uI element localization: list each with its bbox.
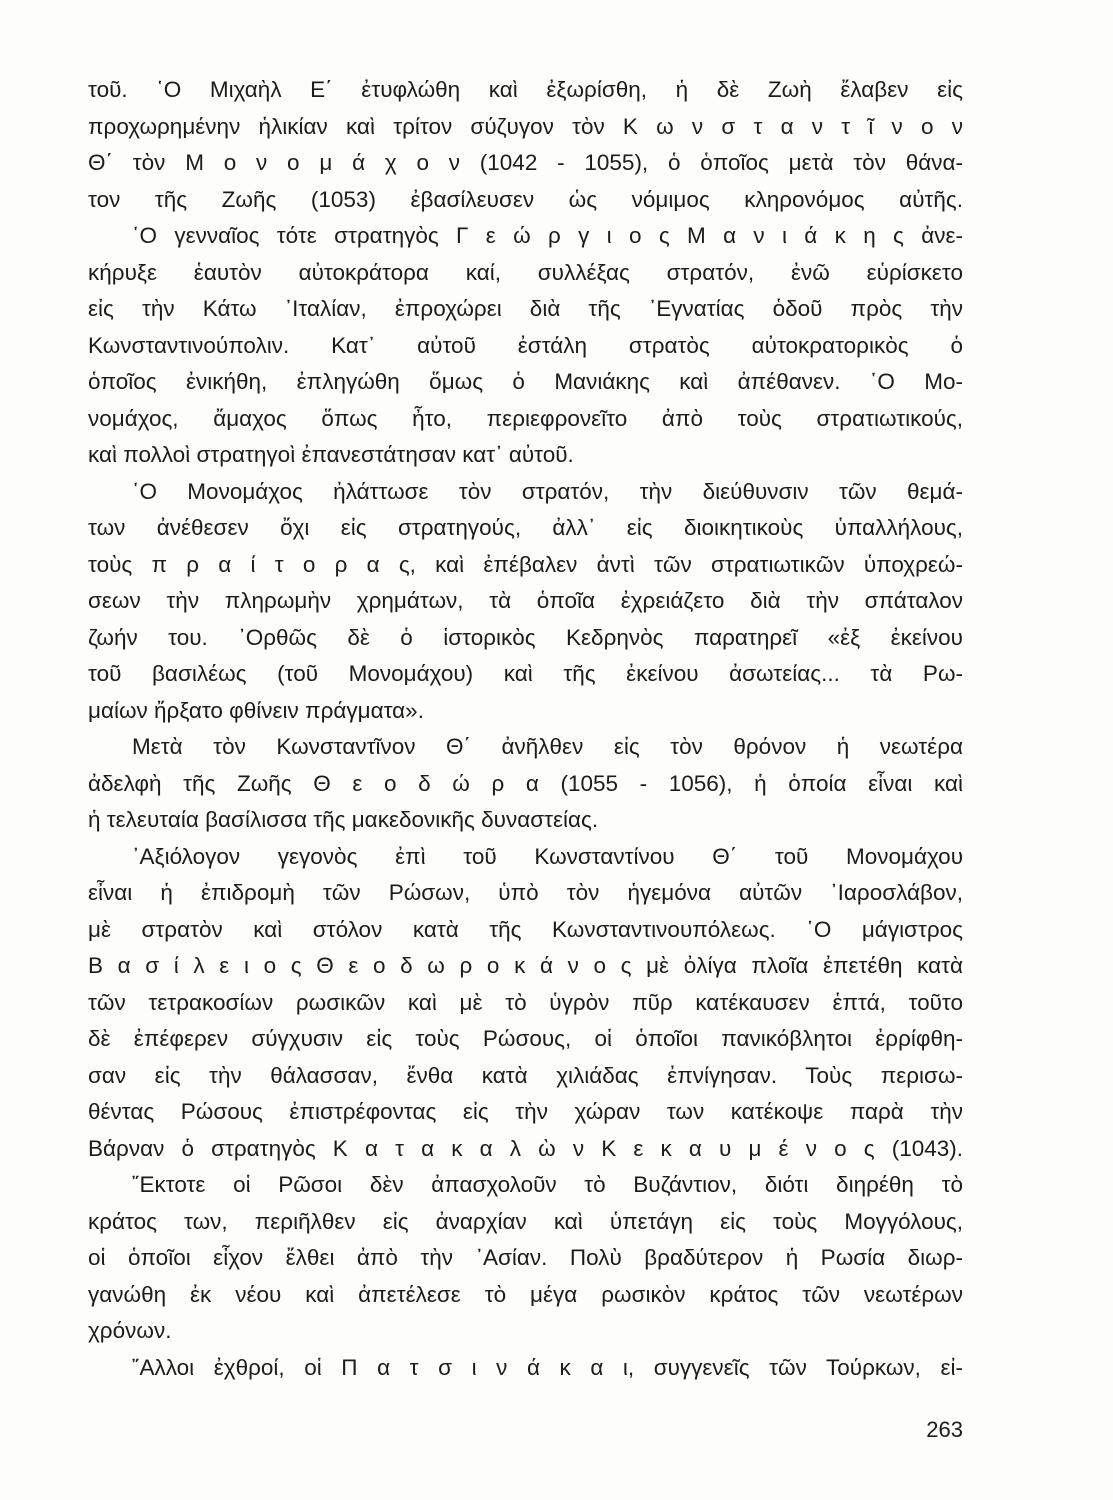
paragraph-end-line: καὶ πολλοὶ στρατηγοὶ ἐπανεστάτησαν κατ᾿ αὐτοῦ. — [88, 442, 574, 467]
text-line: προχωρημένην ἡλικίαν καὶ τρίτον σύζυγον τὸν Κ ω ν σ τ α ν τ ῖ ν ο ν — [88, 113, 963, 139]
paragraph-start-line: Μετὰ τὸν Κωνσταντῖνον Θ΄ ἀνῆλθεν εἰς τὸν θρόνον ἡ νεωτέρα — [132, 734, 963, 759]
paragraph-start-line: ῎Αλλοι ἐχθροί, οἱ Π α τ σ ι ν ά κ α ι, συγγενεῖς τῶν Τούρκων, εἰ- — [132, 1354, 963, 1380]
text-line: τοὺς π ρ α ί τ ο ρ α ς, καὶ ἐπέβαλεν ἀντὶ τῶν στρατιωτικῶν ὑποχρεώ- — [88, 551, 963, 577]
text-line: Θ΄ τὸν Μ ο ν ο μ ά χ ο ν (1042 - 1055), ὁ ὁποῖος μετὰ τὸν θάνα- — [88, 150, 963, 175]
paragraph-start-line: ᾿Αξιόλογον γεγονὸς ἐπὶ τοῦ Κωνσταντίνου Θ΄ τοῦ Μονομάχου — [132, 843, 963, 869]
text-line: τον τῆς Ζωῆς (1053) ἐβασίλευσεν ὡς νόμιμος κληρονόμος αὐτῆς. — [88, 186, 963, 212]
text-line: σαν εἰς τὴν θάλασσαν, ἔνθα κατὰ χιλιάδας ἐπνίγησαν. Τοὺς περισω- — [88, 1062, 963, 1088]
text-line: Κωνσταντινούπολιν. Κατ᾿ αὐτοῦ ἐστάλη στρατὸς αὐτοκρατορικὸς ὁ — [88, 332, 963, 358]
text-line: τοῦ βασιλέως (τοῦ Μονομάχου) καὶ τῆς ἐκείνου ἀσωτείας... τὰ Ρω- — [88, 661, 963, 686]
text-line: εἰς τὴν Κάτω ᾿Ιταλίαν, ἐπροχώρει διὰ τῆς ᾿Εγνατίας ὁδοῦ πρὸς τὴν — [88, 296, 963, 321]
text-line: ὁποῖος ἐνικήθη, ἐπληγώθη ὅμως ὁ Μανιάκης καὶ ἀπέθανεν. ῾Ο Μο- — [88, 369, 963, 394]
text-line: κήρυξε ἑαυτὸν αὐτοκράτορα καί, συλλέξας στρατόν, ἐνῶ εὑρίσκετο — [88, 259, 963, 285]
paragraph-start-line: ῎Εκτοτε οἱ Ρῶσοι δὲν ἀπασχολοῦν τὸ Βυζάντιον, διότι διηρέθη τὸ — [132, 1172, 963, 1197]
paragraph-end-line: Βάρναν ὁ στρατηγὸς Κ α τ α κ α λ ὼ ν Κ ε κ α υ μ έ ν ο ς (1043). — [88, 1135, 963, 1161]
text-line: γανώθη ἐκ νέου καὶ ἀπετέλεσε τὸ μέγα ρωσικὸν κράτος τῶν νεωτέρων — [88, 1281, 963, 1307]
text-line: ἀδελφὴ τῆς Ζωῆς Θ ε ο δ ώ ρ α (1055 - 1056), ἡ ὁποία εἶναι καὶ — [88, 770, 963, 796]
paragraph-end-line: ἡ τελευταία βασίλισσα τῆς μακεδονικῆς δυναστείας. — [88, 807, 599, 832]
text-line: δὲ ἐπέφερεν σύγχυσιν εἰς τοὺς Ρώσους, οἱ ὁποῖοι πανικόβλητοι ἐρρίφθη- — [88, 1026, 963, 1051]
text-line: Β α σ ί λ ε ι ο ς Θ ε ο δ ω ρ ο κ ά ν ο ς μὲ ὀλίγα πλοῖα ἐπετέθη κατὰ — [88, 953, 963, 978]
body-text — [88, 72, 963, 1386]
paragraph-start-line: ῾Ο Μονομάχος ἠλάττωσε τὸν στρατόν, τὴν διεύθυνσιν τῶν θεμά- — [132, 478, 963, 504]
text-line: κράτος των, περιῆλθεν εἰς ἀναρχίαν καὶ ὑπετάγη εἰς τοὺς Μογγόλους, — [88, 1208, 963, 1234]
text-line: θέντας Ρώσους ἐπιστρέφοντας εἰς τὴν χώραν των κατέκοψε παρὰ τὴν — [88, 1099, 963, 1124]
text-line: ζωήν του. ᾿Ορθῶς δὲ ὁ ἱστορικὸς Κεδρηνὸς παρατηρεῖ «ἐξ ἐκείνου — [88, 624, 963, 650]
page-number: 263 — [926, 1417, 963, 1442]
text-line: των ἀνέθεσεν ὄχι εἰς στρατηγούς, ἀλλ᾿ εἰς διοικητικοὺς ὑπαλλήλους, — [88, 515, 963, 540]
text-line: σεων τὴν πληρωμὴν χρημάτων, τὰ ὁποῖα ἐχρειάζετο διὰ τὴν σπάταλον — [88, 588, 963, 613]
paragraph-end-line: χρόνων. — [88, 1318, 172, 1343]
paragraph-end-line: μαίων ἤρξατο φθίνειν πράγματα». — [88, 697, 424, 723]
text-line: τῶν τετρακοσίων ρωσικῶν καὶ μὲ τὸ ὑγρὸν πῦρ κατέκαυσεν ἑπτά, τοῦτο — [88, 989, 963, 1015]
text-line: εἶναι ἡ ἐπιδρομὴ τῶν Ρώσων, ὑπὸ τὸν ἡγεμόνα αὐτῶν ᾿Ιαροσλάβον, — [88, 880, 963, 905]
text-line: νομάχος, ἄμαχος ὅπως ἦτο, περιεφρονεῖτο ἀπὸ τοὺς στρατιωτικούς, — [88, 405, 963, 431]
text-line: μὲ στρατὸν καὶ στόλον κατὰ τῆς Κωνσταντινουπόλεως. ῾Ο μάγιστρος — [88, 916, 963, 942]
text-line: τοῦ. ῾Ο Μιχαὴλ Ε΄ ἐτυφλώθη καὶ ἐξωρίσθη, ἡ δὲ Ζωὴ ἔλαβεν εἰς — [88, 77, 963, 102]
paragraph-start-line: ῾Ο γενναῖος τότε στρατηγὸς Γ ε ώ ρ γ ι ο ς Μ α ν ι ά κ η ς ἀνε- — [132, 223, 963, 248]
text-line: οἱ ὁποῖοι εἶχον ἔλθει ἀπὸ τὴν ᾿Ασίαν. Πολὺ βραδύτερον ἡ Ρωσία διωρ- — [88, 1245, 963, 1270]
